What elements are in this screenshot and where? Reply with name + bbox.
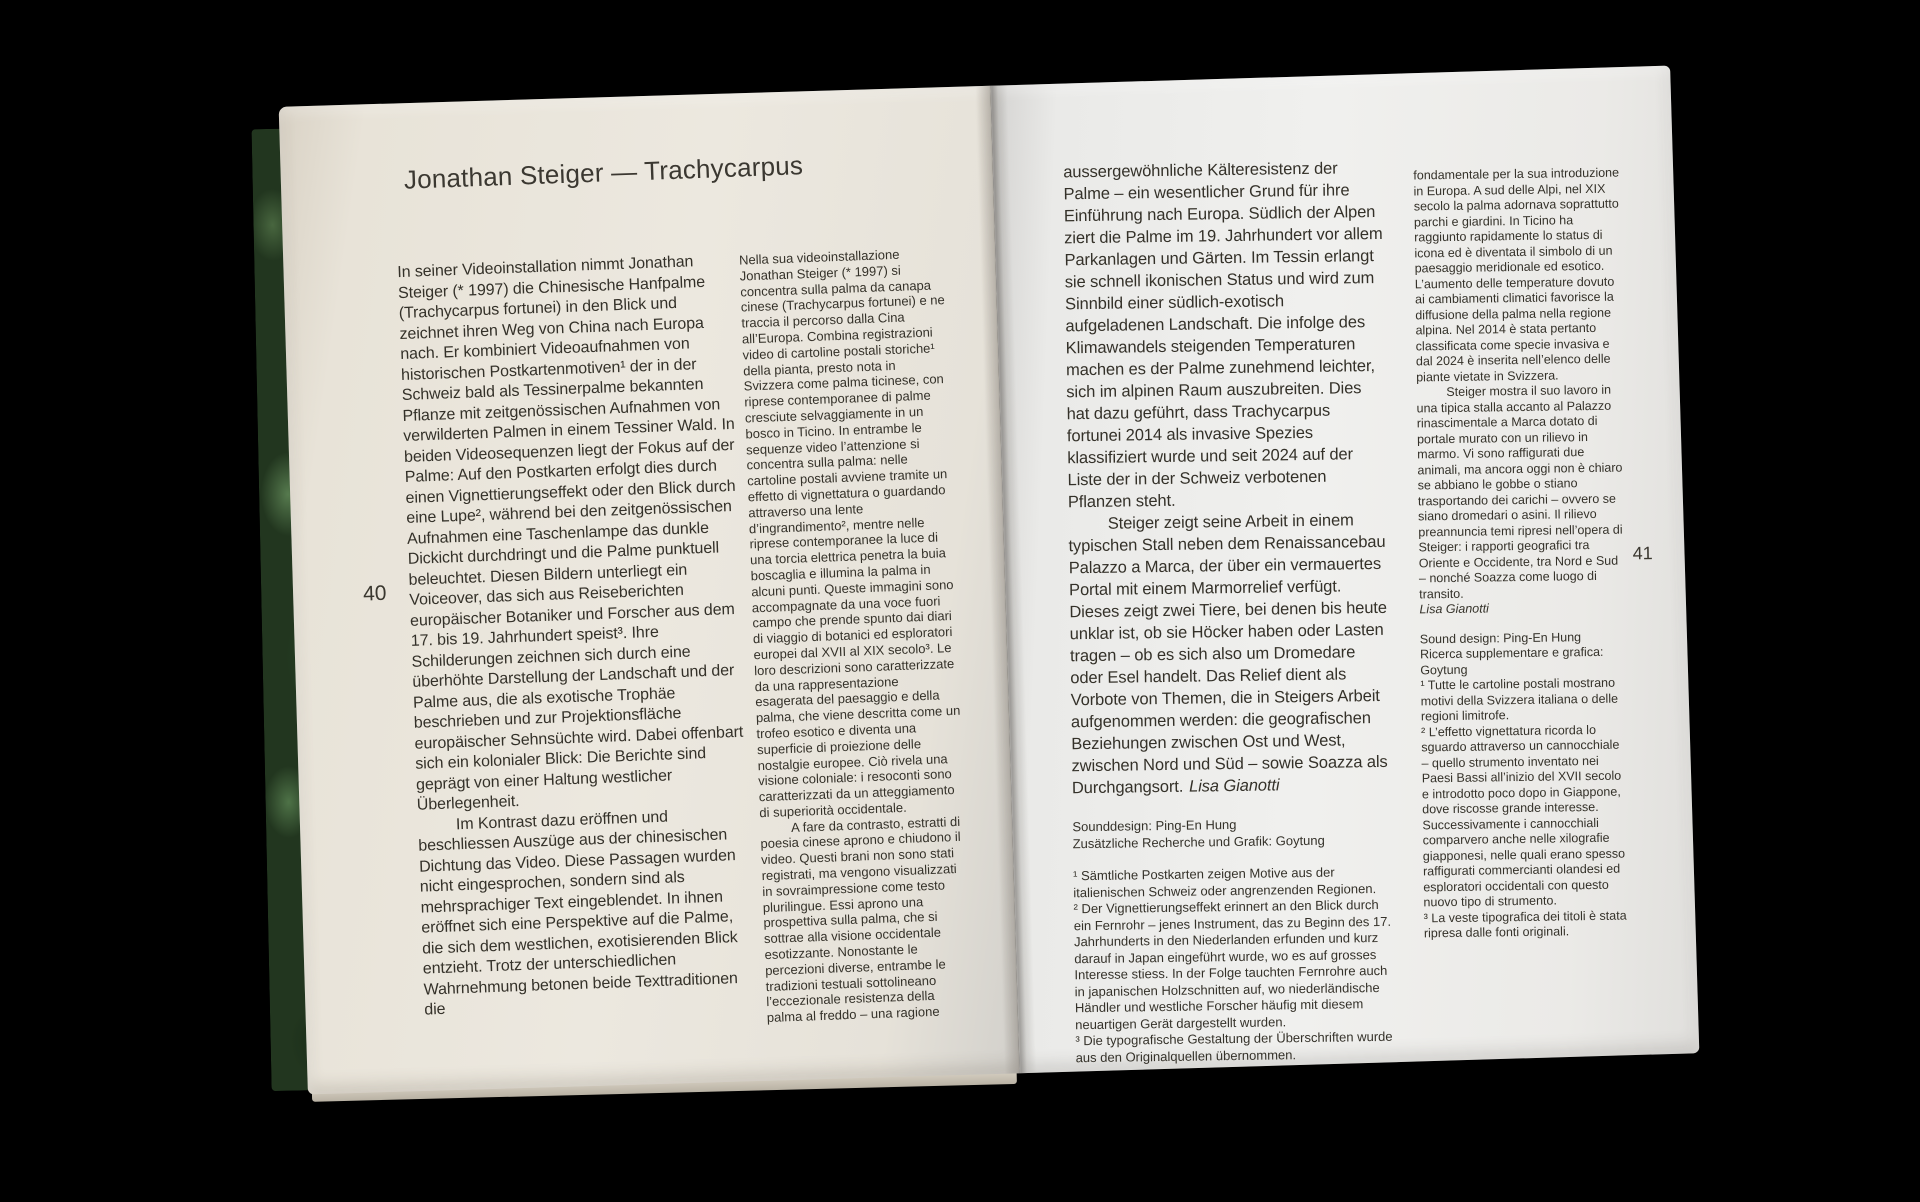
credit-line: Sounddesign: Ping-En Hung bbox=[1072, 816, 1237, 835]
credit-line: Sound design: Ping-En Hung bbox=[1419, 629, 1582, 646]
credit-line: Zusätzliche Recherche und Grafik: Goytung bbox=[1072, 832, 1325, 851]
german-paragraph: aussergewöhnliche Kälteresistenz der Palme – ein wesentlicher Grund für ihre Einführung nach Europa. Südlich der Alpen ziert die Palme im 19. Jahrhundert vor allem Parkanlagen und Gärten. Im Tessin erlangt sie schnell ikonischen Status und wird zum Sinnbild einer südlich-exotisch aufgeladenen Landschaft. Die infolge des Klimawandels steigenden Temperaturen machen es der Palme zunehmend leichter, sich im alpinen Raum auszubreiten. Dies hat dazu geführt, dass Trachycarpus fortunei 2014 als invasive Spezies klassifiziert wurde und seit 2024 auf der Liste der in der Schweiz verbotenen Pflanzen steht. bbox=[1063, 159, 1383, 512]
italian-footnotes bbox=[1420, 675, 1632, 941]
right-page bbox=[990, 66, 1699, 1074]
german-credits bbox=[1072, 815, 1394, 852]
footnote: ³ La veste tipografica dei titoli è stata ripresa dalle fonti originali. bbox=[1423, 908, 1627, 941]
footnote: ² L’effetto vignettatura ricorda lo sguardo attraverso un cannocchiale – quello strumento inventato nei Paesi Bassi all’inizio del XVII secolo e introdotto poco dopo in Giappone, dove riscosse grande interesse. Successivamente i cannocchiali comparvero anche nelle xilografie giapponesi, nelle quali erano spesso raffigurati commercianti olandesi ed esploratori occidentali con questo nuovo tipo di strumento. bbox=[1421, 722, 1626, 910]
italian-paragraph: Nella sua videoinstallazione Jonathan Steiger (* 1997) si concentra sulla palma da canapa cinese (Trachycarpus fortunei) e ne traccia il percorso dalla Cina all’Europa. Combina registrazioni video di cartoline postali storiche¹ della pianta, presto nota in Svizzera come palma ticinese, con riprese contemporanee di palme cresciute selvaggiamente in un bosco in Ticino. In entrambe le sequenze video l’attenzione si concentra sulla palma: nelle cartoline postali avviene tramite un effetto di vignettatura o guardando attraverso una lente d’ingrandimento², mentre nelle riprese contemporanee la luce di una torcia elettrica penetra la buia boscaglia e illumina la palma in alcuni punti. Queste immagini sono accompagnate da una voce fuori campo che prende spunto dai diari di viaggio di botanici ed esploratori europei dal XVII al XIX secolo³. Le loro descrizioni sono caratterizzate da una rappresentazione esagerata del paesaggio e della palma, che viene descritta come un trofeo esotico e diventa una superficie di proiezione delle nostalgie europee. Ciò rivela una visione coloniale: i resoconti sono caratterizzati da un atteggiamento di superiorità occidentale. bbox=[738, 246, 961, 821]
footnote: ¹ Tutte le cartoline postali mostrano motivi della Svizzera italiana o delle regioni limitrofe. bbox=[1420, 675, 1619, 724]
right-page-columns bbox=[1063, 154, 1634, 1067]
italian-credits bbox=[1420, 629, 1629, 678]
page-title: Jonathan Steiger — Trachycarpus bbox=[403, 150, 804, 195]
right-italian-column bbox=[1413, 154, 1634, 1062]
italian-paragraph: fondamentale per la sua introduzione in Europa. A sud delle Alpi, nel XIX secolo la palma adornava soprattutto parchi e giardini. In Ticino ha raggiunto rapidamente lo status di icona ed è diventata il simbolo di un paesaggio meridionale ed esotico. L’aumento delle temperature dovuto ai cambiamenti climatici favorisce la diffusione della palma nella regione alpina. Nel 2014 è stata pertanto classificata come specie invasiva e dal 2024 è inserita nell’elenco delle piante vietate in Svizzera. bbox=[1413, 165, 1620, 384]
right-page-number: 41 bbox=[1632, 543, 1653, 564]
left-page-columns bbox=[397, 243, 972, 1039]
author-byline: Lisa Gianotti bbox=[1188, 776, 1280, 796]
open-pages bbox=[279, 66, 1700, 1095]
left-page bbox=[279, 86, 1020, 1095]
german-paragraph: In seiner Videoinstallation nimmt Jonathan Steiger (* 1997) die Chinesische Hanfpalme (Trachycarpus fortunei) in den Blick und zeichnet ihren Weg von China nach Europa nach. Er kombiniert Videoaufnahmen von historischen Postkartenmotiven¹ der in der Schweiz bald als Tessinerpalme bekannten Pflanze mit zeitgenössischen Aufnahmen von verwilderten Palmen in einem Tessiner Wald. In beiden Videosequenzen liegt der Fokus auf der Palme: Auf den Postkarten erfolgt dies durch einen Vignettierungseffekt oder den Blick durch eine Lupe², während bei den zeitgenössischen Aufnahmen eine Taschenlampe das dunkle Dickicht durchdringt und die Palme punktuell beleuchtet. Diesen Bildern unterliegt ein Voiceover, das sich aus Reiseberichten europäischer Botaniker und Forscher aus dem 17. bis 19. Jahrhundert speist³. Ihre Schilderungen zeichnen sich durch eine überhöhte Darstellung der Landschaft und der Palme aus, die als exotische Trophäe beschrieben und zur Projektionsfläche europäischer Sehnsüchte wird. Dabei offenbart sich ein kolonialer Blick: Die Berichte sind geprägt von einer Haltung westlicher Überlegenheit. bbox=[397, 253, 744, 814]
left-italian-column bbox=[739, 243, 972, 1026]
italian-paragraph: A fare da contrasto, estratti di poesia cinese aprono e chiudono il video. Questi brani non sono stati registrati, ma vengono visualizzati in sovraimpressione come testo plurilingue. Essi aprono una prospettiva sulla palma, che si sottrae alla visione occidentale esotizzante. Nonostante le percezioni diverse, entrambe le tradizioni testuali sottolineano l’eccezionale resistenza della palma al freddo – una ragione bbox=[760, 813, 961, 1026]
credit-line: Ricerca supplementare e grafica: Goytung bbox=[1419, 644, 1604, 677]
footnote: ³ Die typografische Gestaltung der Überschriften wurde aus den Originalquellen übernommen. bbox=[1075, 1028, 1393, 1065]
left-german-column bbox=[397, 251, 757, 1039]
book-spread bbox=[279, 66, 1700, 1095]
left-page-number: 40 bbox=[362, 581, 387, 606]
footnote: ¹ Sämtliche Postkarten zeigen Motive aus der italienischen Schweiz oder angrenzenden Regionen. bbox=[1072, 864, 1377, 900]
german-footnotes bbox=[1073, 864, 1398, 1066]
italian-paragraph: Steiger mostra il suo lavoro in una tipica stalla accanto al Palazzo rinascimentale a Marca dotato di portale murato con un rilievo in marmo. Vi sono raffigurati due animali, ma ancora oggi non è chiaro se abbiano le gobbe o stiano trasportando dei carichi – ovvero se siano dromedari o asini. Il rilievo preannuncia temi ripresi nell’opera di Steiger: i rapporti geografici tra Oriente e Occidente, tra Nord e Sud – nonché Soazza come luogo di transito. bbox=[1416, 382, 1623, 601]
left-page-content bbox=[275, 83, 1023, 1096]
footnote: ² Der Vignettierungseffekt erinnert an den Blick durch ein Fernrohr – jenes Instrument, das zu Beginn des 17. Jahrhunderts in den Niederlanden erfunden und kurz darauf in Japan eingeführt wurde, wo es auf grosses Interesse stiess. In der Folge tauchten Fernrohre auch in japanischen Holzschnitten auf, wo niederländische Händler und westliche Forscher häufig mit diesem neuartigen Gerät dargestellt wurden. bbox=[1073, 896, 1392, 1032]
german-paragraph: Im Kontrast dazu eröffnen und beschliessen Auszüge aus der chinesischen Dichtung das Video. Diese Passagen wurden nicht eingesprochen, sondern sind als mehrsprachiger Text eingeblendet. In ihnen eröffnet sich eine Perspektive auf die Palme, die sich dem westlichen, exotisierenden Blick entzieht. Trotz der unterschiedlichen Wahrnehmung betonen beide Texttraditionen die bbox=[418, 808, 739, 1019]
german-paragraph-text: Steiger zeigt seine Arbeit in einem typischen Stall neben dem Renaissancebau Palazzo a Marca, der über ein vermauertes Portal mit einem Marmorrelief verfügt. Dieses zeigt zwei Tiere, bei denen bis heute unklar ist, ob sie Höcker haben oder Lasten tragen – ob es sich also um Dromedare oder Esel handelt. Das Relief dient als Vorbote von Themen, die in Steigers Arbeit aufgenommen werden: die geografischen Beziehungen zwischen Ost und West, zwischen Nord und Süd – sowie Soazza als Durchgangsort. bbox=[1068, 511, 1388, 798]
right-page-content bbox=[998, 71, 1692, 1068]
german-paragraph bbox=[1068, 509, 1394, 799]
author-byline: Lisa Gianotti bbox=[1419, 601, 1489, 617]
right-german-column bbox=[1063, 157, 1398, 1066]
